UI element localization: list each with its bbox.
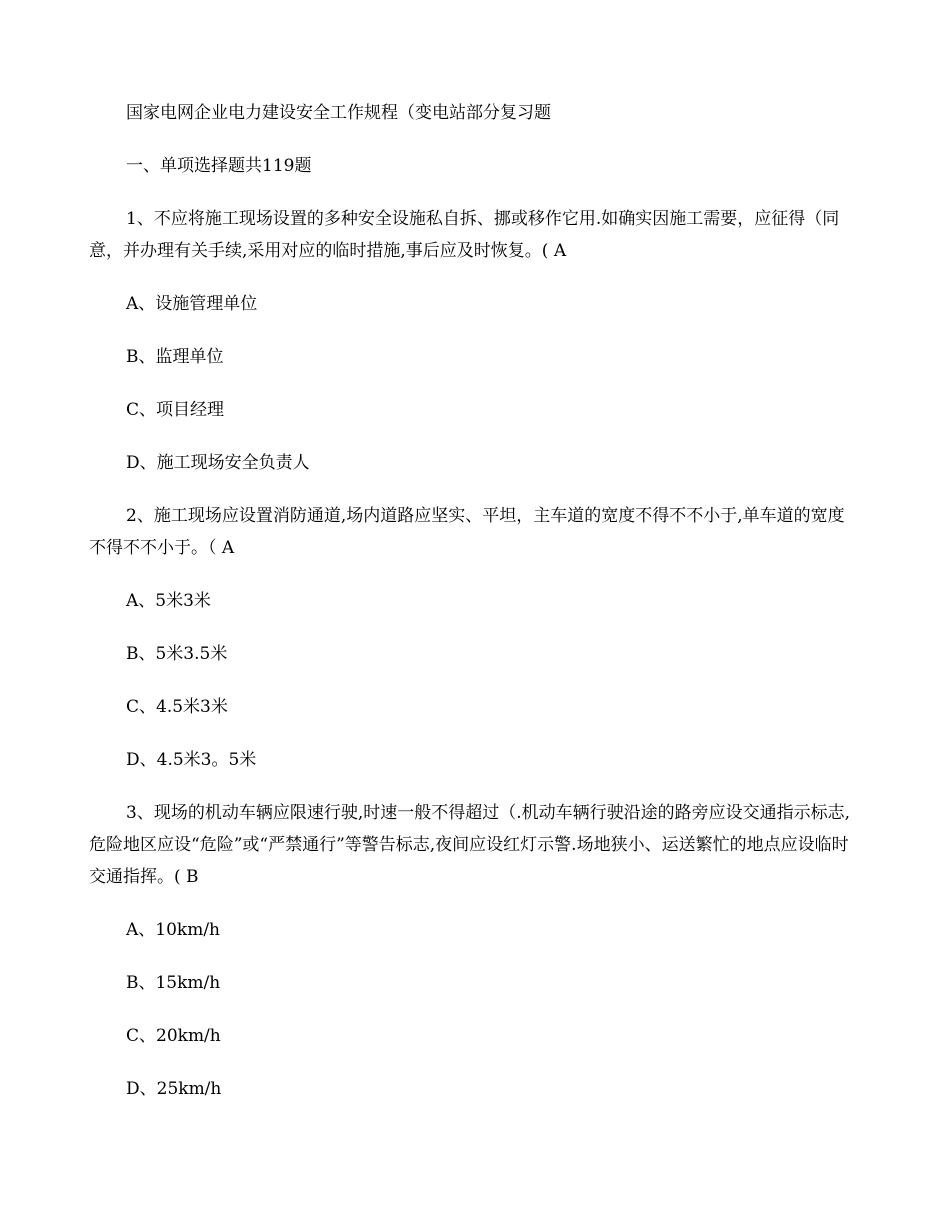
option-d: D、25km/h [126, 1079, 222, 1099]
question-stem: 1、不应将施工现场设置的多种安全设施私自拆、挪或移作它用.如确实因施工需要，应征得（同意，并办理有关手续,采用对应的临时措施,事后应及时恢复。( A [89, 209, 840, 261]
question-stem: 2、施工现场应设置消防通道,场内道路应坚实、平坦，主车道的宽度不得不不小于,单车道的宽度不得不不小于。（ A [89, 506, 845, 558]
option-d: D、4.5米3。5米 [126, 750, 257, 770]
option-b: B、5米3.5米 [126, 644, 228, 664]
document-title: 国家电网企业电力建设安全工作规程（变电站部分复习题 [126, 103, 551, 123]
option-c: C、4.5米3米 [126, 697, 228, 717]
question-2 [89, 500, 861, 776]
option-c: C、20km/h [126, 1026, 221, 1046]
question-3 [89, 797, 861, 1105]
option-c: C、项目经理 [126, 400, 225, 420]
option-b: B、监理单位 [126, 347, 224, 367]
section-heading: 一、单项选择题共119题 [126, 156, 312, 176]
question-1 [89, 203, 861, 479]
option-a: A、5米3米 [126, 591, 211, 611]
option-b: B、15km/h [126, 973, 221, 993]
option-a: A、设施管理单位 [126, 294, 258, 314]
option-d: D、施工现场安全负责人 [126, 453, 310, 473]
document-body [89, 97, 861, 1126]
option-a: A、10km/h [126, 920, 221, 940]
question-stem: 3、现场的机动车辆应限速行驶,时速一般不得超过（.机动车辆行驶沿途的路旁应设交通指示标志,危险地区应设“危险”或“严禁通行”等警告标志,夜间应设红灯示警.场地狭小、运送繁忙的地点应设临时交通指挥。( B [89, 803, 851, 887]
